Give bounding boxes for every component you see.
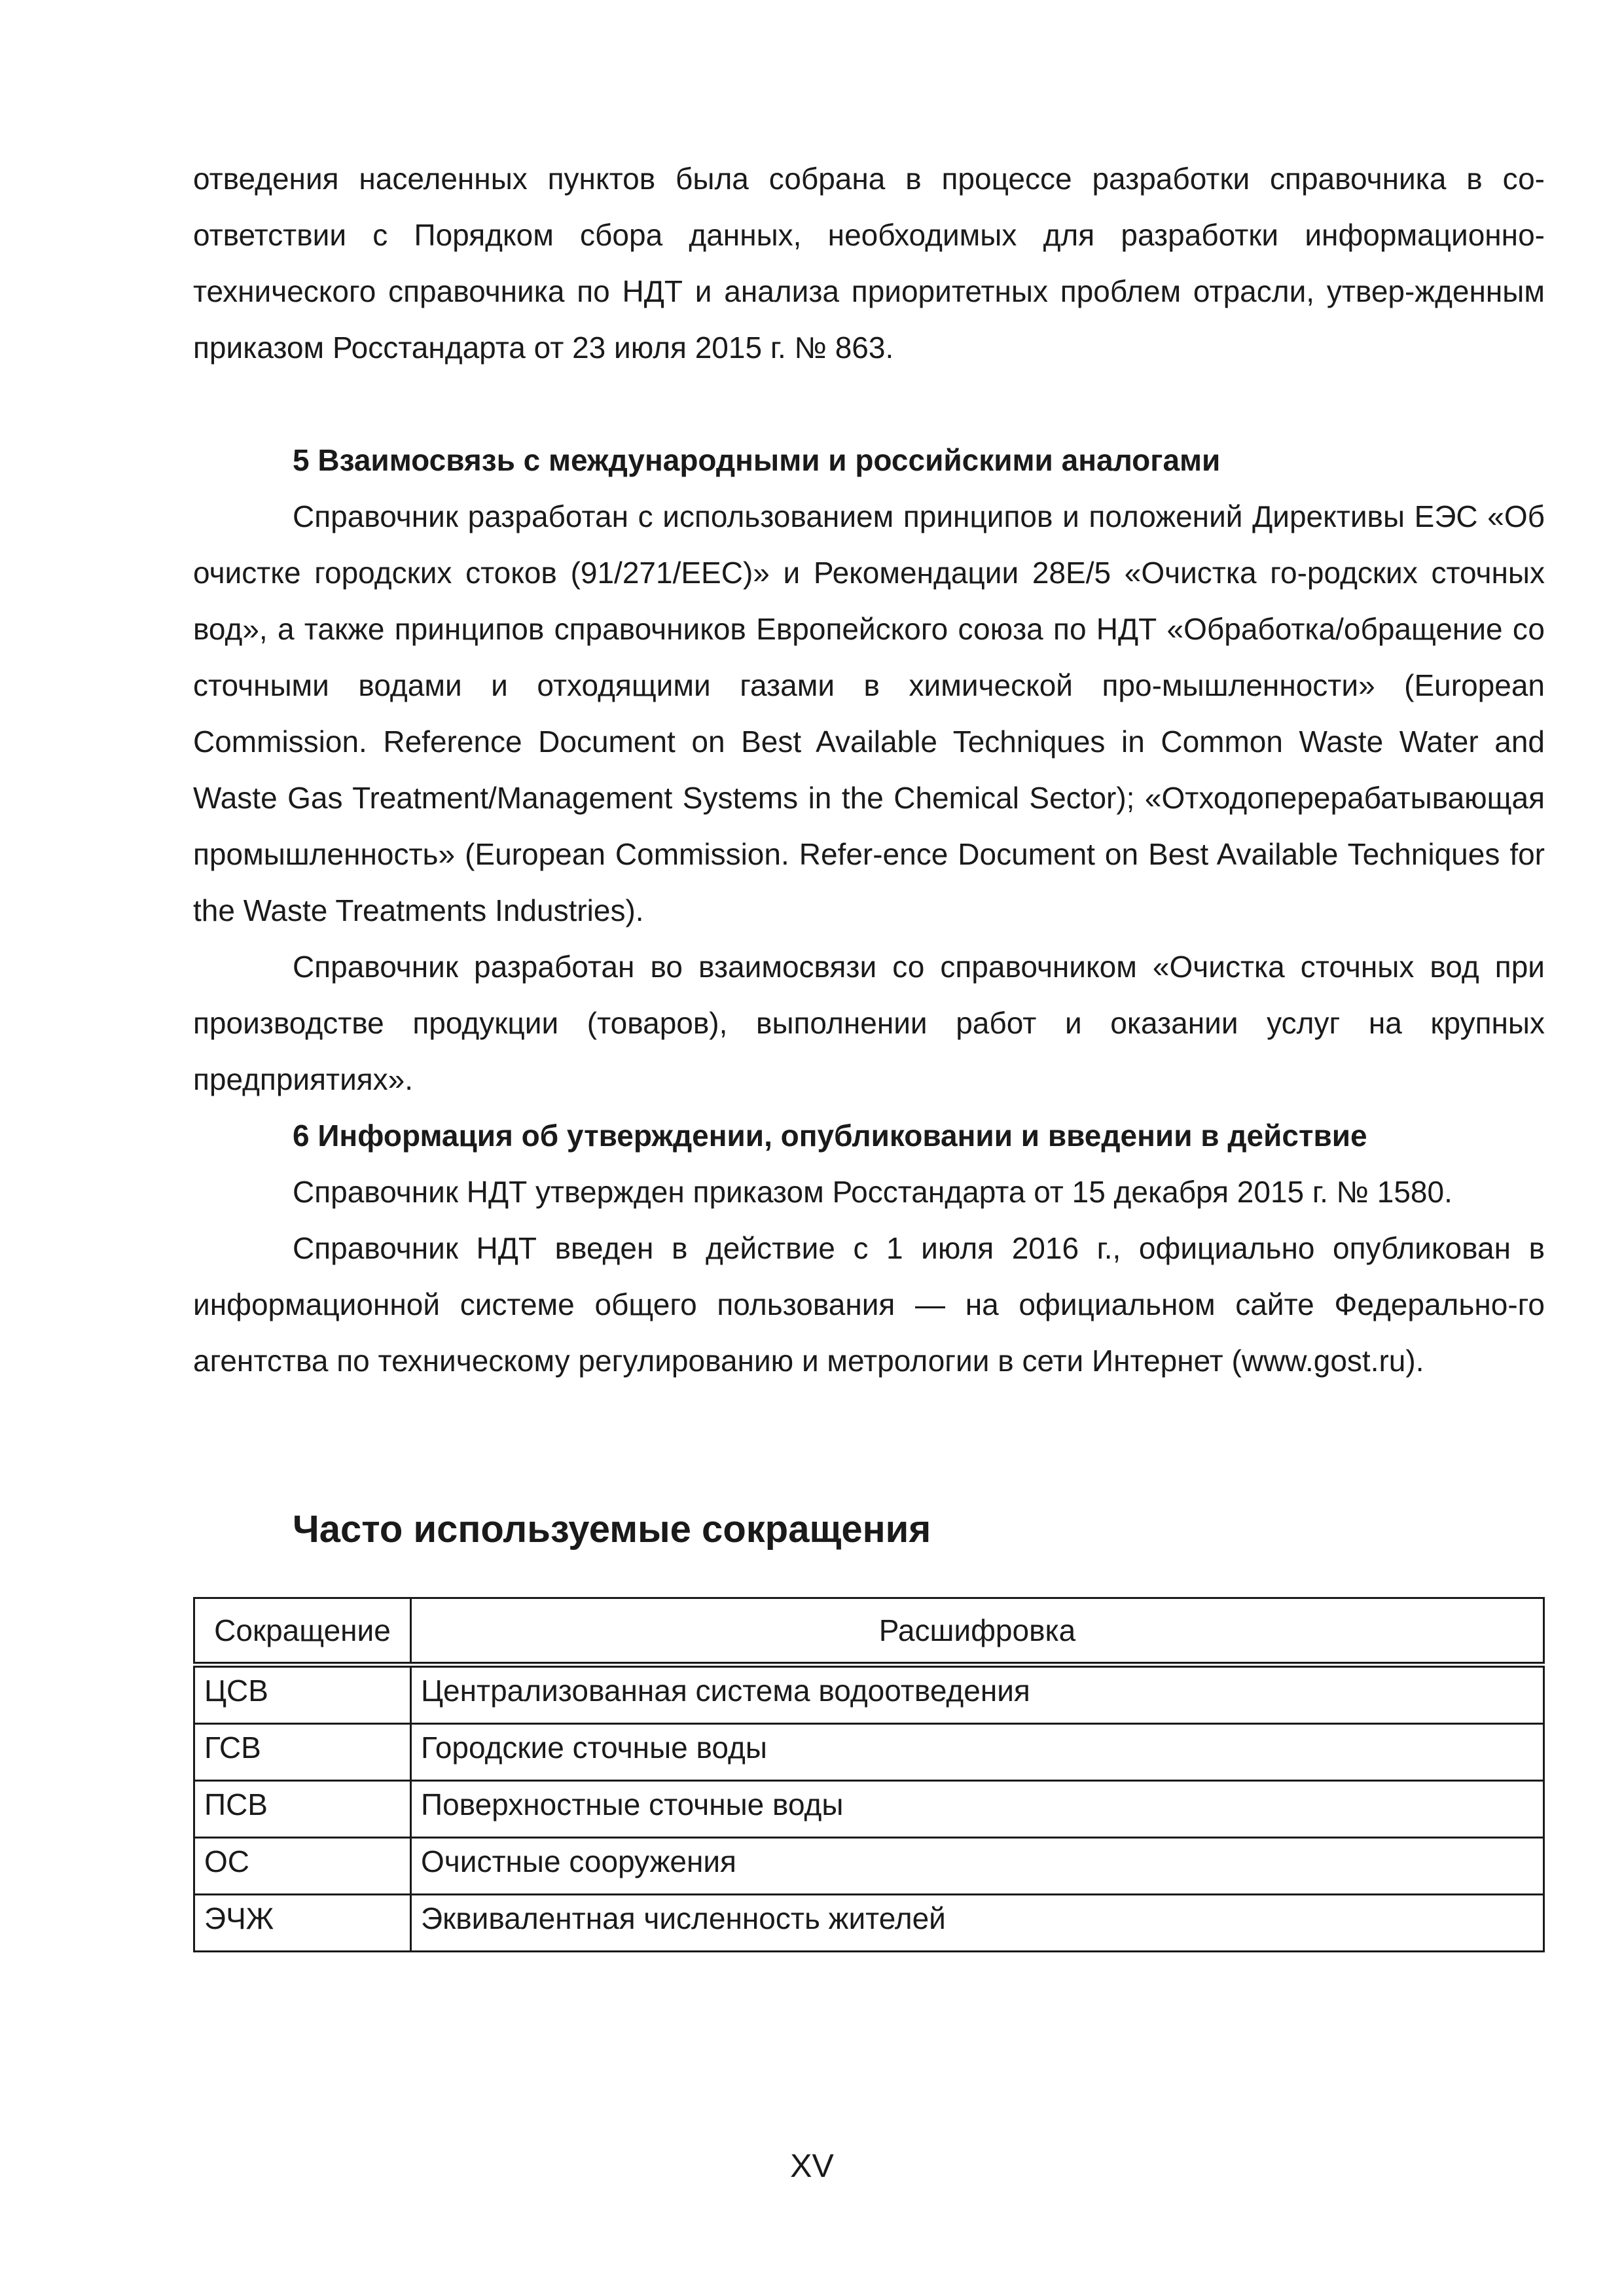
- table-row: [194, 1895, 1544, 1952]
- meaning-cell: Очистные сооружения: [411, 1838, 1544, 1895]
- abbreviations-title: Часто используемые сокращения: [293, 1508, 931, 1551]
- section-6-paragraph-2: Справочник НДТ введен в действие с 1 июля 2016 г., официально опубликован в информационной системе общего пользования — на официальном сайте Федерально-го агентства по техническому регулированию и метрологии в сети Интернет (www.gost.ru).: [193, 1231, 1545, 1378]
- page-number: XV: [790, 2147, 834, 2184]
- table-row: [194, 1838, 1544, 1895]
- abbreviation-cell: ГСВ: [194, 1724, 411, 1781]
- table-row: [194, 1724, 1544, 1781]
- section-5-paragraph-1: Справочник разработан с использованием принципов и положений Директивы ЕЭС «Об очистке городских стоков (91/271/ЕЕС)» и Рекомендации 28Е/5 «Очистка го-родских сточных вод», а также принципов справочников Европейского союза по НДТ «Обработка/обращение со сточными водами и отходящими газами в химической про-мышленности» (European Commission. Reference Document on Best Available Techniques in Common Waste Water and Waste Gas Treatment/Management Systems in the Chemical Sector); «Отходоперерабатывающая промышленность» (European Commission. Refer-ence Document on Best Available Techniques for the Waste Treatments Industries).: [193, 499, 1545, 927]
- abbreviation-cell: ЭЧЖ: [194, 1895, 411, 1952]
- abbreviation-cell: ЦСВ: [194, 1665, 411, 1724]
- abbreviation-cell: ОС: [194, 1838, 411, 1895]
- meaning-cell: Эквивалентная численность жителей: [411, 1895, 1544, 1952]
- table-row: [194, 1781, 1544, 1838]
- intro-paragraph: отведения населенных пунктов была собрана в процессе разработки справочника в со-ответствии с Порядком сбора данных, необходимых для разработки информационно-технического справочника по НДТ и анализа приоритетных проблем отрасли, утвер-жденным приказом Росстандарта от 23 июля 2015 г. № 863.: [193, 162, 1545, 365]
- section-5-paragraph-2: Справочник разработан во взаимосвязи со справочником «Очистка сточных вод при производстве продукции (товаров), выполнении работ и оказании услуг на крупных предприятиях».: [193, 950, 1545, 1096]
- meaning-cell: Централизованная система водоотведения: [411, 1665, 1544, 1724]
- section-5-heading: 5 Взаимосвязь с международными и российскими аналогами: [293, 443, 1221, 477]
- abbreviations-table: [193, 1597, 1545, 1952]
- section-6-heading: 6 Информация об утверждении, опубликовании и введении в действие: [293, 1119, 1367, 1153]
- header-abbreviation: Сокращение: [194, 1598, 411, 1665]
- header-meaning: Расшифровка: [411, 1598, 1544, 1665]
- section-6-paragraph-1: Справочник НДТ утвержден приказом Росстандарта от 15 декабря 2015 г. № 1580.: [293, 1175, 1453, 1209]
- abbreviation-cell: ПСВ: [194, 1781, 411, 1838]
- meaning-cell: Городские сточные воды: [411, 1724, 1544, 1781]
- table-header-row: [194, 1598, 1544, 1665]
- meaning-cell: Поверхностные сточные воды: [411, 1781, 1544, 1838]
- document-page: [193, 151, 1545, 1952]
- table-row: [194, 1665, 1544, 1724]
